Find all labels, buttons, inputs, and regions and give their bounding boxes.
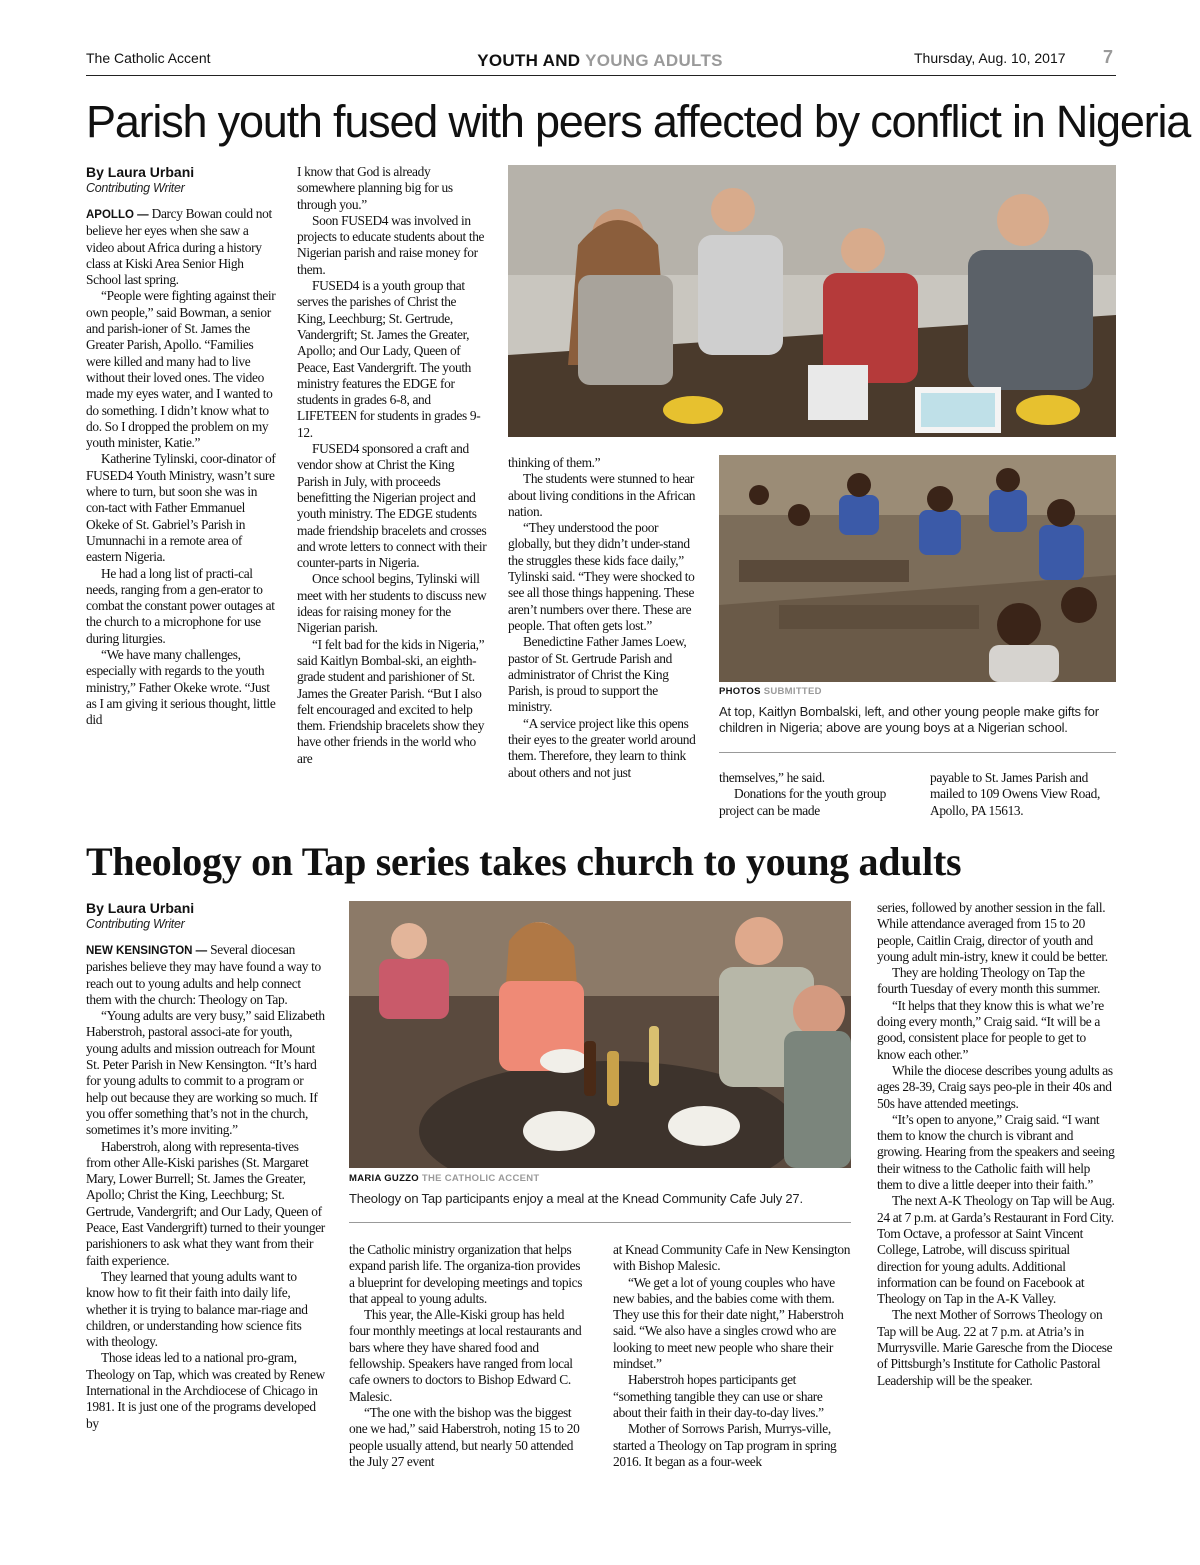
article2-photo-credit-light: THE CATHOLIC ACCENT	[421, 1173, 540, 1184]
photo-nigerian-school	[719, 455, 1116, 682]
article1-paragraph: themselves,” he said.	[719, 770, 825, 785]
article2-paragraph: “Young adults are very busy,” said Elizabeth Haberstroh, pastoral associ-ate for youth, young adults and mission outreach for Mount St. Peter Parish in New Kensington. “It’s hard for young adults to commit to a program or help out because they are working so much. If you offer something that’s not in the church, sometimes it’s more inviting.”	[86, 1008, 325, 1138]
photo-youth-making-gifts-art	[508, 165, 1116, 437]
page-number: 7	[1103, 47, 1114, 67]
article1-paragraph: FUSED4 is a youth group that serves the parishes of Christ the King, Leechburg; St. Gertrude, Vandergrift; St. James the Greater, Apollo; and Our Lady, Queen of Peace, East Vandergrift. The youth ministry features the EDGE for students in grades 6-8, and LIFETEEN for students in grades 9-12.	[297, 278, 481, 440]
article2-column-2	[349, 1242, 587, 1470]
article2-paragraph: Haberstroh, along with representa-tives from other Alle-Kiski parishes (St. Margaret Mary, Lower Burrell; St. James the Greater, Apollo; Christ the King, Leechburg; St. Gertrude, Vandergrift; and Our Lady, Queen of Peace, East Vandergrift) turned to their younger parishioners to ask what they want from their faith experience.	[86, 1138, 325, 1268]
article1-paragraph: “People were fighting against their own people,” said Bowman, a senior and parish-ioner of St. James the Greater Parish, Apollo. “Families were killed and many had to live without their loved ones. The video made my eyes water, and I wanted to do something. I didn’t know what to do. So I dropped the problem on my youth minister, Katie.”	[86, 288, 276, 451]
article2-photo-credit-dark: MARIA GUZZO	[349, 1173, 419, 1184]
article1-photo-credit	[719, 686, 822, 697]
article2-column-1	[86, 900, 326, 1432]
article1-paragraph: thinking of them.”	[508, 455, 601, 470]
publication-name: The Catholic Accent	[86, 50, 211, 66]
article1-lead-paragraph: APOLLO — Darcy Bowan could not believe her eyes when she saw a video about Africa during a history class at Kiski Area Senior High School last spring.	[86, 206, 272, 288]
article1-paragraph: Donations for the youth group project can be made	[719, 786, 887, 818]
article1-column-3	[508, 455, 698, 781]
article2-paragraph: Those ideas led to a national pro-gram, Theology on Tap, which was created by Renew International in the Archdiocese of Chicago in 1981. It is just one of the programs developed by	[86, 1350, 325, 1431]
section-title-light: YOUNG ADULTS	[585, 51, 723, 70]
article2-paragraph: “It’s open to anyone,” Craig said. “I want them to know the church is vibrant and growing. Hearing from the speakers and seeing their witness to the Catholic faith will help them to dive a little deeper into their faith.”	[877, 1111, 1115, 1193]
article1-paragraph: He had a long list of practi-cal needs, ranging from a gen-erator to combat the constant power outages at the church to a microphone for use during liturgies.	[86, 565, 275, 646]
article1-column-5	[930, 770, 1120, 819]
article1-paragraph: “I felt bad for the kids in Nigeria,” said Kaitlyn Bombal-ski, an eighth-grade student and parishioner of St. James the Greater Parish. “But I also felt encouraged and excited to help them. Friendship bracelets show they have other friends in the world who are	[297, 636, 485, 766]
article2-paragraph: Mother of Sorrows Parish, Murrys-ville, started a Theology on Tap program in spring 2016. It began as a four-week	[613, 1421, 837, 1469]
article2-byline: By Laura Urbani	[86, 900, 195, 916]
article1-paragraph: “We have many challenges, especially with regards to the youth ministry,” Father Okeke wrote. “Just as I am giving it serious thought, little did	[86, 647, 276, 728]
article2-paragraph: While the diocese describes young adults as ages 28-39, Craig says peo-ple in their 40s and 50s have attended meetings.	[877, 1062, 1113, 1111]
article2-photo-credit	[349, 1173, 540, 1184]
article2-dateline: NEW KENSINGTON —	[86, 945, 208, 957]
article1-column-2	[297, 164, 487, 767]
article2-paragraph: This year, the Alle-Kiski group has held four monthly meetings at local restaurants and bars where they have shared food and fellowship. Speakers have ranged from local cafe owners to doctors to Bishop Edward C. Malesic.	[349, 1307, 582, 1404]
article1-photo-caption: At top, Kaitlyn Bombalski, left, and other young people make gifts for children in Nigeria; above are young boys at a Nigerian school.	[719, 704, 1099, 735]
article2-paragraph: “The one with the bishop was the biggest one we had,” said Haberstroh, noting 15 to 20 people usually attend, but nearly 50 attended the July 27 event	[349, 1404, 580, 1469]
article2-photo-caption: Theology on Tap participants enjoy a meal at the Knead Community Cafe July 27.	[349, 1191, 803, 1206]
photo-nigerian-school-art	[719, 455, 1116, 682]
article1-photo-credit-light: SUBMITTED	[763, 686, 822, 697]
article2-caption-rule	[349, 1222, 851, 1223]
article2-paragraph: They are holding Theology on Tap the fourth Tuesday of every month this summer.	[877, 965, 1100, 997]
article2-column-4	[877, 900, 1117, 1389]
article1-paragraph: “A service project like this opens their eyes to the greater world around them. Therefore, they learn to think about others and not just	[508, 715, 696, 780]
header-rule	[86, 75, 1116, 76]
article2-lead-paragraph: NEW KENSINGTON — Several diocesan parishes believe they may have found a way to reach out to young adults and help connect them with the church: Theology on Tap.	[86, 942, 321, 1007]
article1-paragraph: payable to St. James Parish and mailed to 109 Owens View Road, Apollo, PA 15613.	[930, 770, 1100, 818]
article2-paragraph: series, followed by another session in the fall. While attendance averaged from 15 to 20 people, Caitlin Craig, director of youth and young adult min-istry, knew it could be better.	[877, 900, 1108, 964]
article2-paragraph: at Knead Community Cafe in New Kensington with Bishop Malesic.	[613, 1242, 851, 1274]
article2-paragraph: “It helps that they know this is what we’re doing every month,” Craig said. “It will be a good, consistent place for people to get to know each other.”	[877, 997, 1104, 1062]
article1-column-1	[86, 164, 276, 729]
article1-caption-rule	[719, 752, 1116, 753]
article2-paragraph: Haberstroh hopes participants get “something tangible they can use or share about their faith in their day-to-day lives.”	[613, 1372, 824, 1420]
article1-photo-credit-dark: PHOTOS	[719, 686, 761, 697]
photo-youth-making-gifts	[508, 165, 1116, 437]
article1-paragraph: The students were stunned to hear about living conditions in the African nation.	[508, 471, 696, 519]
article2-paragraph: The next Mother of Sorrows Theology on Tap will be Aug. 22 at 7 p.m. at Atria’s in Murrysville. Marie Garesche from the Diocese of Pittsburgh’s Institute for Catholic Pastoral Leadership will be the speaker.	[877, 1307, 1113, 1388]
issue-date: Thursday, Aug. 10, 2017	[914, 50, 1066, 66]
article1-paragraph: Katherine Tylinski, coor-dinator of FUSED4 Youth Ministry, wasn’t sure where to turn, but soon she was in con-tact with Father Emmanuel Okeke of St. Gabriel’s Parish in Umunnachi in a remote area of eastern Nigeria.	[86, 451, 276, 565]
photo-theology-on-tap-meal	[349, 901, 851, 1168]
article2-headline: Theology on Tap series takes church to young adults	[86, 839, 962, 884]
article1-paragraph: “They understood the poor globally, but they didn’t under-stand the struggles these kids face daily,” Tylinski said. “They were shocked to see all those things happening. These aren’t numbers over there. These are people. That often gets lost.”	[508, 520, 695, 633]
article2-paragraph: The next A-K Theology on Tap will be Aug. 24 at 7 p.m. at Garda’s Restaurant in Ford City. Tom Octave, a professor at Saint Vincent College, Latrobe, will discuss spiritual direction for young adults. Additional information can be found on Facebook at Theology on Tap in the A-K Valley.	[877, 1193, 1115, 1307]
article1-dateline: APOLLO —	[86, 209, 149, 221]
photo-theology-on-tap-meal-art	[349, 901, 851, 1168]
article2-paragraph: the Catholic ministry organization that helps expand parish life. The organiza-tion provides a blueprint for developing meetings and topics that appeal to young adults.	[349, 1242, 583, 1306]
section-title-dark: YOUTH AND	[477, 51, 581, 70]
article2-column-3	[613, 1242, 851, 1470]
article1-byline: By Laura Urbani	[86, 164, 195, 180]
article1-paragraph: Benedictine Father James Loew, pastor of St. Gertrude Parish and administrator of Christ the King Parish, is proud to support the ministry.	[508, 634, 687, 715]
article2-paragraph: “We get a lot of young couples who have new babies, and the babies come with them. They use this for their date night,” Haberstroh said. “We also have a singles crowd who are looking to meet new people who share their mindset.”	[613, 1274, 844, 1372]
article2-role: Contributing Writer	[86, 917, 185, 931]
article1-paragraph: Soon FUSED4 was involved in projects to educate students about the Nigerian parish and raise money for them.	[297, 212, 485, 277]
article1-column-4	[719, 770, 909, 819]
article1-paragraph: FUSED4 sponsored a craft and vendor show at Christ the King Parish in July, with proceeds benefitting the Nigerian project and youth ministry. The EDGE students made friendship bracelets and crosses and wrote letters to connect with their counter-parts in Nigeria.	[297, 441, 487, 571]
article2-paragraph: They learned that young adults want to know how to fit their faith into daily life, whether it is trying to balance mar-riage and children, or understanding how science fits with theology.	[86, 1268, 308, 1350]
article1-headline: Parish youth fused with peers affected by conflict in Nigeria	[86, 96, 1191, 147]
article1-paragraph: I know that God is already somewhere planning big for us through you.”	[297, 164, 453, 212]
article1-role: Contributing Writer	[86, 181, 185, 195]
article1-paragraph: Once school begins, Tylinski will meet with her students to discuss new ideas for raising money for the Nigerian parish.	[297, 571, 487, 636]
